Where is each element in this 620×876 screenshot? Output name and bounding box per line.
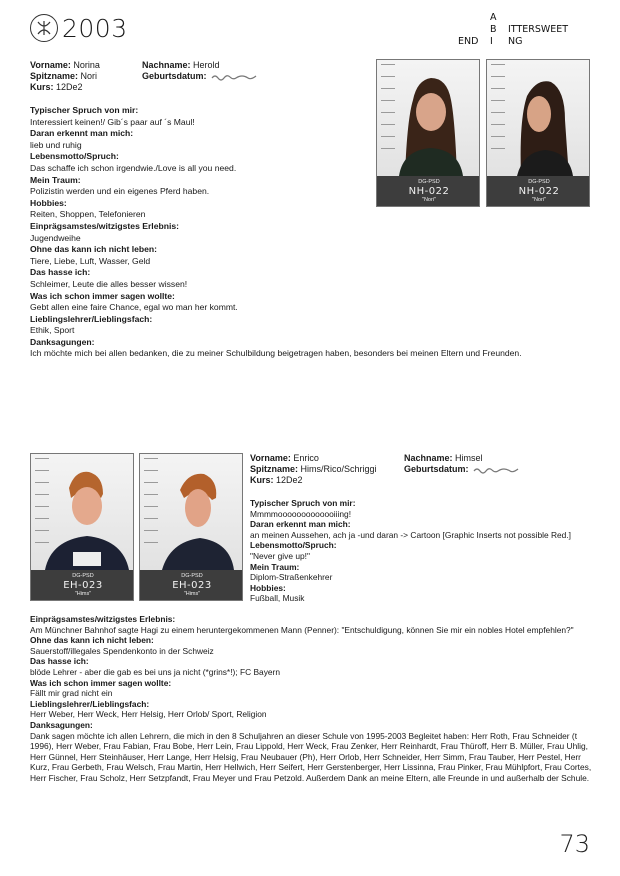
question-label: Danksagungen:: [30, 719, 93, 730]
nachname-label: Nachname:: [142, 60, 191, 70]
person2-photo-front: [30, 453, 134, 601]
spitzname-label: Spitzname:: [250, 464, 299, 474]
photo-caption: DG-PSD NH-022 "Nori": [487, 176, 590, 207]
person2-photo-profile: [139, 453, 243, 601]
answer-text: Gebt allen eine faire Chance, egal wo man her kommt.: [30, 302, 238, 313]
person2-profile-answers-bottom: [30, 614, 592, 784]
kurs-label: Kurs:: [30, 82, 54, 92]
question-label: Was ich schon immer sagen wollte:: [30, 290, 175, 301]
spitzname-value: Nori: [80, 71, 98, 81]
answer-text: Fußball, Musik: [250, 593, 305, 604]
vorname-label: Vorname:: [250, 453, 291, 463]
answer-text: Dank sagen möchte ich allen Lehrern, die mich in den 8 Schuljahren an dieser Schule von 1995-2003 Begleitet haben: Herr Roth, Frau Schneider (t 1996), Herr Weber, Frau Fabian, Frau Bobe, Herr Lein, Frau Lippold, Herr Weck, Frau Zenker, Herr Reinhardt, Frau Thüroff, Herr B. Müller, Frau Uhlig, Herr Günnel, Herr Steinhäuser, Herr Lange, Herr Helsig, Frau Neubauer (Ph), Herr Orlob, Herr Schneider, Herr Simm, Frau Tauber, Herr Pestel, Herr Kurz, Frau Gerbeth, Frau Welsch, Frau Martin, Herr Hellwich, Herr Seifert, Herr Gerstenberger, Herr Lissinna, Frau Pinker, Frau Mühlpfort, Frau Cortes, Herr Fischer, Frau Scholz, Herr Setzpfandt, Frau Meyer und Frau Petzold. Außerdem Dank an meine Eltern, alle Freunde in und außerhalb der Schule.: [30, 730, 592, 783]
nachname-value: Herold: [193, 60, 220, 70]
yearbook-logo: [30, 14, 128, 42]
brand-word-end: END: [458, 36, 479, 47]
brand-letter-b: B: [490, 24, 497, 35]
question-label: Mein Traum:: [250, 561, 300, 572]
question-label: Daran erkennt man mich:: [30, 128, 134, 139]
question-label: Lieblingslehrer/Lieblingsfach:: [30, 698, 150, 709]
question-label: Typischer Spruch von mir:: [30, 105, 139, 115]
answer-text: Am Münchner Bahnhof sagte Hagi zu einem heruntergekommenen Mann (Penner): "Entschuldigung, können Sie mir ein nobles Hotel empfehlen?": [30, 624, 574, 635]
answer-text: an meinen Aussehen, ach ja -und daran -> Cartoon [Graphic Inserts not possible Red.]: [250, 529, 571, 540]
answer-text: blöde Lehrer - aber die gab es bei uns ja nicht (*grins*!); FC Bayern: [30, 666, 280, 677]
question-label: Ohne das kann ich nicht leben:: [30, 244, 158, 255]
answer-text: Ethik, Sport: [30, 325, 75, 336]
geburtsdatum-label: Geburtsdatum:: [142, 71, 207, 81]
question-label: Mein Traum:: [30, 174, 81, 185]
spitzname-value: Hims/Rico/Schriggi: [300, 464, 377, 474]
question-label: Ohne das kann ich nicht leben:: [30, 635, 154, 646]
answer-text: Mmmmooooooooooooiiing!: [250, 508, 352, 519]
answer-text: Das schaffe ich schon irgendwie./Love is all you need.: [30, 162, 237, 173]
photo-caption: DG-PSD EH-023 "Hims": [140, 570, 243, 601]
person1-photo-profile: [486, 59, 590, 207]
answer-text: Fällt mir grad nicht ein: [30, 688, 113, 699]
answer-text: Tiere, Liebe, Luft, Wasser, Geld: [30, 255, 151, 266]
question-label: Einprägsamstes/witzigstes Erlebnis:: [30, 614, 176, 624]
vorname-value: Enrico: [293, 453, 319, 463]
answer-text: Jugendweihe: [30, 232, 81, 243]
kurs-value: 12De2: [276, 475, 303, 485]
spitzname-label: Spitzname:: [30, 71, 79, 81]
photo-caption: DG-PSD NH-022 "Nori": [377, 176, 480, 207]
redacted-birthdate-scribble: [211, 73, 257, 81]
question-label: Lebensmotto/Spruch:: [250, 540, 337, 551]
question-label: Das hasse ich:: [30, 267, 91, 278]
brand-wordmark: [458, 12, 590, 48]
question-label: Einprägsamstes/witzigstes Erlebnis:: [30, 220, 180, 231]
question-label: Lebensmotto/Spruch:: [30, 151, 119, 162]
vorname-value: Norina: [73, 60, 100, 70]
emblem-icon: [30, 14, 58, 42]
person1-photo-front: [376, 59, 480, 207]
question-label: Lieblingslehrer/Lieblingsfach:: [30, 313, 153, 324]
answer-text: Ich möchte mich bei allen bedanken, die zu meiner Schulbildung beigetragen haben, besonders bei meinen Eltern und Freunden.: [30, 348, 522, 359]
question-label: Das hasse ich:: [30, 656, 89, 667]
brand-letter-a: A: [490, 12, 497, 23]
answer-text: "Never give up!": [250, 550, 310, 561]
question-label: Danksagungen:: [30, 336, 95, 347]
redacted-birthdate-scribble: [473, 466, 519, 474]
question-label: Hobbies:: [30, 197, 67, 208]
question-label: Daran erkennt man mich:: [250, 519, 351, 530]
portrait-profile-image: [487, 60, 590, 176]
answer-text: Diplom-Straßenkehrer: [250, 572, 333, 583]
portrait-front-image: [377, 60, 480, 176]
question-label: Hobbies:: [250, 582, 286, 593]
brand-word-ng: NG: [508, 36, 523, 47]
nachname-label: Nachname:: [404, 453, 453, 463]
question-label: Typischer Spruch von mir:: [250, 498, 356, 508]
brand-letter-i: I: [490, 36, 493, 47]
answer-text: Schleimer, Leute die alles besser wissen!: [30, 278, 188, 289]
geburtsdatum-label: Geburtsdatum:: [404, 464, 469, 474]
answer-text: Sauerstoff/illegales Spendenkonto in der Schweiz: [30, 645, 214, 656]
person2-profile-answers-top: [250, 498, 590, 604]
kurs-label: Kurs:: [250, 475, 274, 485]
kurs-value: 12De2: [56, 82, 83, 92]
nachname-value: Himsel: [455, 453, 483, 463]
answer-text: lieb und ruhig: [30, 139, 82, 150]
question-label: Was ich schon immer sagen wollte:: [30, 677, 172, 688]
yearbook-year: 2003: [62, 13, 128, 43]
page-number: 73: [559, 830, 590, 858]
portrait-front-image: [31, 454, 134, 570]
photo-caption: DG-PSD EH-023 "Hims": [31, 570, 134, 601]
answer-text: Reiten, Shoppen, Telefonieren: [30, 209, 146, 220]
brand-word-ittersweet: ITTERSWEET: [508, 24, 569, 35]
vorname-label: Vorname:: [30, 60, 71, 70]
portrait-profile-image: [140, 454, 243, 570]
answer-text: Interessiert keinen!/ Gib´s paar auf ´s Maul!: [30, 116, 195, 127]
answer-text: Polizistin werden und ein eigenes Pferd haben.: [30, 186, 210, 197]
answer-text: Herr Weber, Herr Weck, Herr Helsig, Herr Orlob/ Sport, Religion: [30, 709, 267, 720]
